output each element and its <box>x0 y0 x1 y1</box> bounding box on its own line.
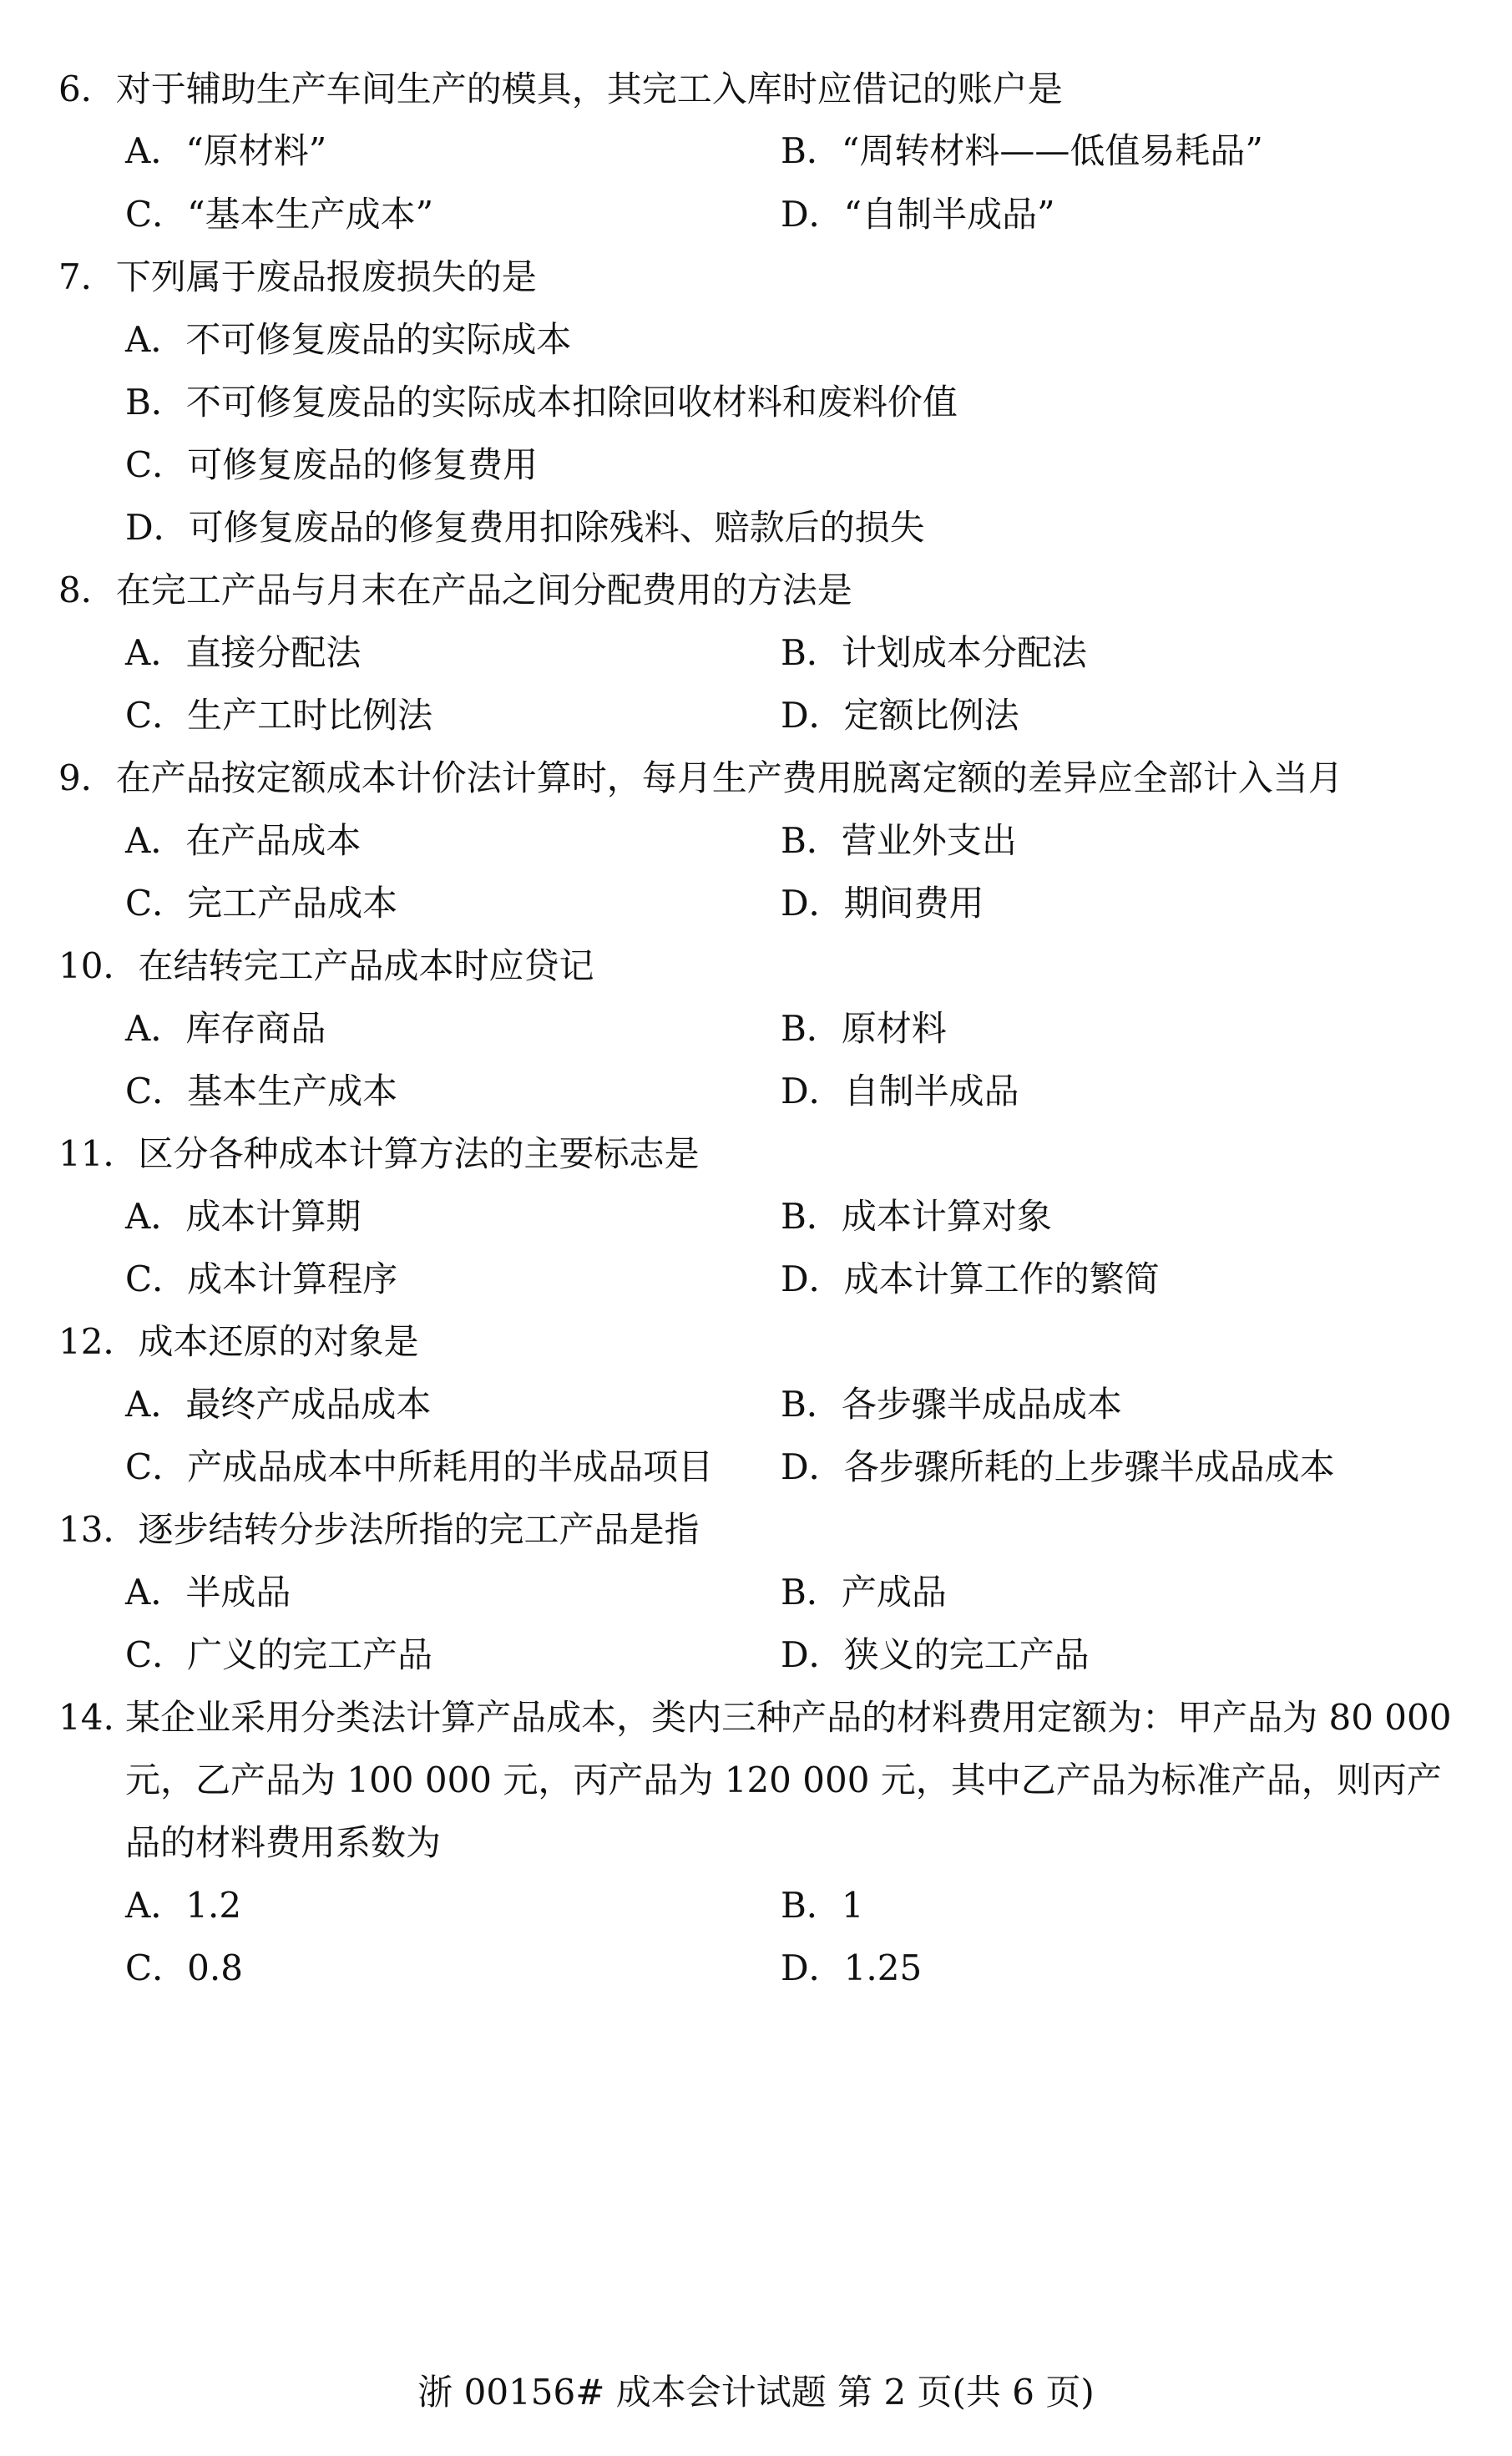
question-10-option-a: A．库存商品 <box>125 1008 326 1049</box>
question-14-option-c: C．0.8 <box>125 1947 243 1988</box>
question-12-stem: 12．成本还原的对象是 <box>58 1321 419 1362</box>
question-6-option-b: B．“周转材料——低值易耗品” <box>781 130 1263 171</box>
question-7-option-c: C．可修复废品的修复费用 <box>125 444 539 485</box>
question-14-stem-line-2: 元，乙产品为 100 000 元，丙产品为 120 000 元，其中乙产品为标准产品，则丙产 <box>125 1760 1442 1800</box>
question-6-option-a: A．“原材料” <box>125 130 327 171</box>
question-8-option-d: D．定额比例法 <box>781 695 1019 736</box>
question-7-option-a: A．不可修复废品的实际成本 <box>125 319 572 360</box>
question-14-stem-line-3: 品的材料费用系数为 <box>125 1822 442 1863</box>
question-10-option-b: B．原材料 <box>781 1008 947 1049</box>
question-11-option-a: A．成本计算期 <box>125 1196 362 1237</box>
question-8-option-c: C．生产工时比例法 <box>125 695 433 736</box>
question-9-option-b: B．营业外支出 <box>781 820 1017 861</box>
question-10-option-c: C．基本生产成本 <box>125 1071 398 1112</box>
question-10-option-d: D．自制半成品 <box>781 1071 1019 1112</box>
question-9-option-c: C．完工产品成本 <box>125 883 398 924</box>
question-13-option-b: B．产成品 <box>781 1572 947 1613</box>
question-12-option-a: A．最终产成品成本 <box>125 1384 432 1425</box>
question-8-option-a: A．直接分配法 <box>125 632 362 673</box>
question-12-option-b: B．各步骤半成品成本 <box>781 1384 1122 1425</box>
question-12-option-d: D．各步骤所耗的上步骤半成品成本 <box>781 1446 1335 1487</box>
question-6-stem: 6．对于辅助生产车间生产的模具，其完工入库时应借记的账户是 <box>58 68 1063 109</box>
question-11-stem: 11．区分各种成本计算方法的主要标志是 <box>58 1133 700 1174</box>
question-13-option-d: D．狭义的完工产品 <box>781 1634 1090 1675</box>
question-14-option-a: A．1.2 <box>125 1885 242 1926</box>
question-14-option-b: B．1 <box>781 1885 864 1926</box>
question-12-option-c: C．产成品成本中所耗用的半成品项目 <box>125 1446 714 1487</box>
question-7-option-b: B．不可修复废品的实际成本扣除回收材料和废料价值 <box>125 382 958 423</box>
question-9-option-a: A．在产品成本 <box>125 820 362 861</box>
question-14-option-d: D．1.25 <box>781 1947 923 1988</box>
question-6-option-c: C．“基本生产成本” <box>125 194 434 235</box>
question-11-option-b: B．成本计算对象 <box>781 1196 1052 1237</box>
question-9-stem: 9．在产品按定额成本计价法计算时，每月生产费用脱离定额的差异应全部计入当月 <box>58 757 1343 798</box>
question-11-option-d: D．成本计算工作的繁简 <box>781 1258 1160 1299</box>
question-7-stem: 7．下列属于废品报废损失的是 <box>58 256 537 297</box>
question-13-option-c: C．广义的完工产品 <box>125 1634 433 1675</box>
question-7-option-d: D．可修复废品的修复费用扣除残料、赔款后的损失 <box>125 507 925 548</box>
question-10-stem: 10．在结转完工产品成本时应贷记 <box>58 945 594 986</box>
question-8-stem: 8．在完工产品与月末在产品之间分配费用的方法是 <box>58 570 852 610</box>
question-13-stem: 13．逐步结转分步法所指的完工产品是指 <box>58 1509 700 1550</box>
question-13-option-a: A．半成品 <box>125 1572 291 1613</box>
question-11-option-c: C．成本计算程序 <box>125 1258 398 1299</box>
question-6-option-d: D．“自制半成品” <box>781 194 1055 235</box>
question-9-option-d: D．期间费用 <box>781 883 984 924</box>
page-footer: 浙 00156# 成本会计试题 第 2 页(共 6 页) <box>417 2372 1095 2413</box>
question-14-stem-line-1: 14. 某企业采用分类法计算产品成本，类内三种产品的材料费用定额为：甲产品为 80 000 <box>58 1697 1452 1738</box>
question-8-option-b: B．计划成本分配法 <box>781 632 1087 673</box>
